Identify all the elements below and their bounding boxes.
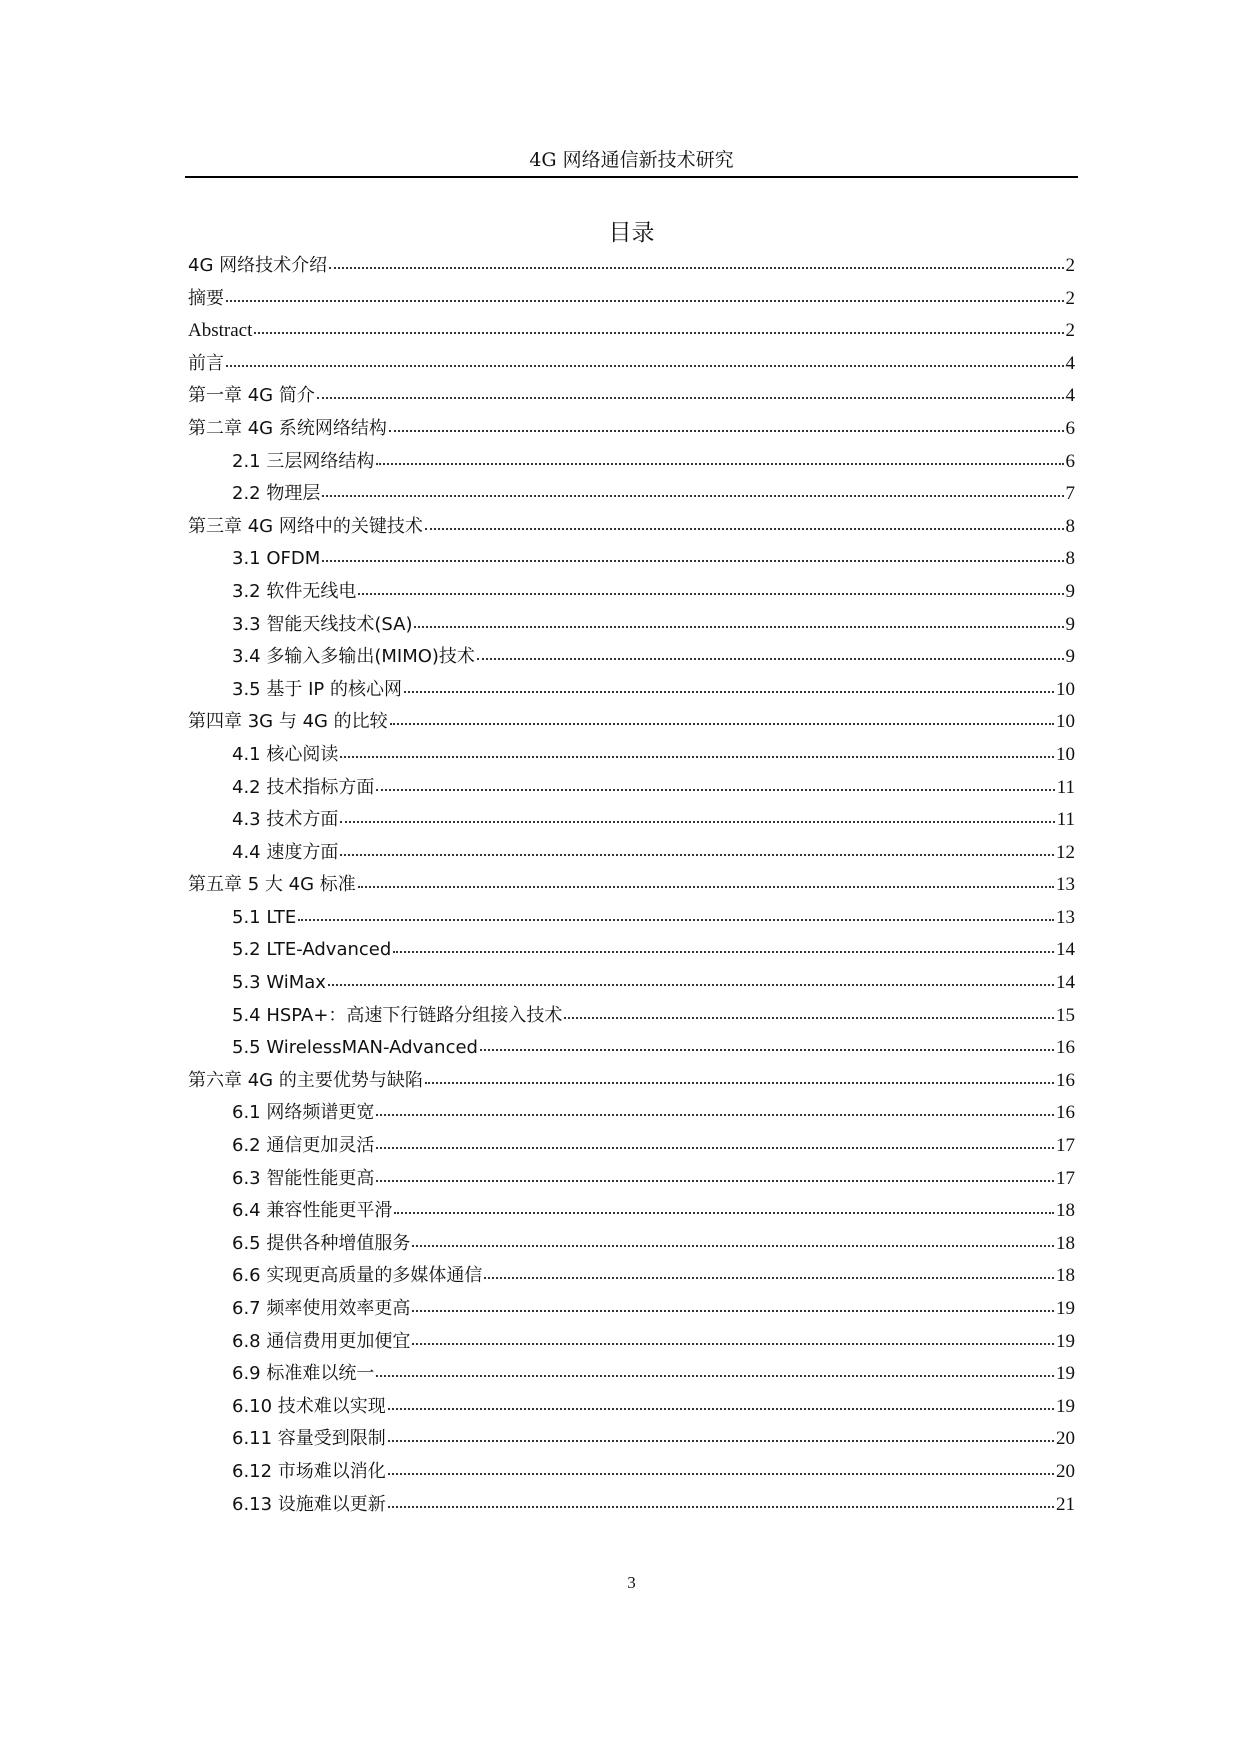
- toc-entry[interactable]: [188, 837, 1075, 870]
- toc-entry-page-number: 16: [1056, 1102, 1075, 1124]
- toc-entry-label: 3.3 智能天线技术(SA): [232, 613, 413, 635]
- toc-entry-page-number: 18: [1056, 1200, 1075, 1222]
- toc-dot-leader: [358, 592, 1063, 595]
- toc-entry-label: 3.4 多输入多输出(MIMO)技术: [232, 646, 475, 668]
- toc-entry-label: 6.2 通信更加灵活: [232, 1135, 375, 1157]
- toc-entry-label: 4.2 技术指标方面: [232, 776, 375, 798]
- toc-entry-label: 6.1 网络频谱更宽: [232, 1102, 375, 1124]
- toc-entry[interactable]: [188, 1130, 1075, 1163]
- toc-entry[interactable]: [188, 1391, 1075, 1424]
- toc-entry[interactable]: [188, 934, 1075, 967]
- toc-dot-leader: [226, 364, 1064, 367]
- toc-entry[interactable]: [188, 543, 1075, 576]
- toc-entry-label: 6.12 市场难以消化: [232, 1460, 386, 1482]
- toc-entry-label: 第五章 5 大 4G 标准: [188, 874, 356, 896]
- header-divider: [185, 176, 1078, 178]
- toc-entry[interactable]: [188, 1065, 1075, 1098]
- toc-dot-leader: [376, 1374, 1054, 1377]
- toc-entry-page-number: 18: [1056, 1265, 1075, 1287]
- toc-entry-page-number: 10: [1056, 678, 1075, 700]
- toc-entry-label: 4.3 技术方面: [232, 809, 339, 831]
- toc-entry-label: 3.2 软件无线电: [232, 580, 357, 602]
- toc-entry[interactable]: [188, 380, 1075, 413]
- toc-entry-page-number: 8: [1065, 515, 1075, 537]
- toc-dot-leader: [340, 853, 1054, 856]
- toc-entry[interactable]: [188, 511, 1075, 544]
- toc-dot-leader: [388, 1407, 1054, 1410]
- toc-entry[interactable]: [188, 348, 1075, 381]
- toc-entry[interactable]: [188, 902, 1075, 935]
- toc-entry-label: 5.2 LTE-Advanced: [232, 939, 392, 961]
- toc-entry-label: 第三章 4G 网络中的关键技术: [188, 515, 423, 537]
- toc-entry-label: 6.5 提供各种增值服务: [232, 1232, 411, 1254]
- toc-entry[interactable]: [188, 1097, 1075, 1130]
- toc-entry-label: 6.6 实现更高质量的多媒体通信: [232, 1265, 483, 1287]
- toc-entry-label: 第六章 4G 的主要优势与缺陷: [188, 1069, 423, 1091]
- toc-entry-label: 4.1 核心阅读: [232, 743, 339, 765]
- toc-dot-leader: [317, 396, 1064, 399]
- running-header: 4G 网络通信新技术研究: [529, 149, 734, 171]
- toc-dot-leader: [254, 331, 1063, 334]
- toc-entry-page-number: 10: [1056, 711, 1075, 733]
- toc-entry[interactable]: [188, 1456, 1075, 1489]
- toc-entry-label: 5.1 LTE: [232, 906, 297, 928]
- toc-entry[interactable]: [188, 1260, 1075, 1293]
- toc-entry[interactable]: [188, 315, 1075, 348]
- toc-entry-page-number: 4: [1065, 385, 1075, 407]
- toc-entry-label: 6.3 智能性能更高: [232, 1167, 375, 1189]
- toc-entry-page-number: 2: [1065, 320, 1075, 342]
- toc-entry-page-number: 20: [1056, 1428, 1075, 1450]
- toc-dot-leader: [226, 299, 1064, 302]
- toc-entry[interactable]: [188, 1326, 1075, 1359]
- toc-entry-label: 4G 网络技术介绍: [188, 255, 328, 276]
- toc-entry[interactable]: [188, 1293, 1075, 1326]
- toc-entry[interactable]: [188, 478, 1075, 511]
- toc-dot-leader: [425, 1081, 1054, 1084]
- toc-entry-page-number: 9: [1065, 646, 1075, 668]
- toc-dot-leader: [404, 690, 1054, 693]
- table-of-contents: [188, 250, 1075, 1521]
- toc-entry-page-number: 19: [1056, 1298, 1075, 1319]
- toc-entry-page-number: 4: [1065, 352, 1075, 374]
- toc-dot-leader: [412, 1342, 1054, 1345]
- toc-entry-label: 6.9 标准难以统一: [232, 1363, 375, 1385]
- toc-entry-label: 2.1 三层网络结构: [232, 450, 375, 472]
- toc-entry[interactable]: [188, 674, 1075, 707]
- toc-dot-leader: [414, 625, 1063, 628]
- toc-entry[interactable]: [188, 739, 1075, 772]
- toc-entry[interactable]: [188, 641, 1075, 674]
- toc-dot-leader: [376, 1146, 1054, 1149]
- toc-entry-page-number: 9: [1065, 580, 1075, 602]
- toc-entry[interactable]: [188, 576, 1075, 609]
- toc-dot-leader: [376, 462, 1063, 465]
- toc-entry-label: 6.11 容量受到限制: [232, 1428, 386, 1450]
- toc-entry-page-number: 19: [1056, 1363, 1075, 1385]
- toc-dot-leader: [358, 885, 1054, 888]
- toc-dot-leader: [376, 1113, 1054, 1116]
- toc-title: 目录: [608, 220, 655, 246]
- toc-entry-page-number: 9: [1065, 613, 1075, 635]
- toc-entry[interactable]: [188, 446, 1075, 479]
- toc-entry-label: 3.5 基于 IP 的核心网: [232, 678, 402, 700]
- toc-entry-page-number: 10: [1056, 743, 1075, 765]
- toc-entry[interactable]: [188, 283, 1075, 316]
- toc-entry-label: Abstract: [188, 320, 253, 342]
- toc-entry-label: 6.13 设施难以更新: [232, 1493, 386, 1515]
- toc-entry-page-number: 7: [1065, 483, 1075, 505]
- toc-entry-page-number: 17: [1056, 1167, 1075, 1189]
- toc-entry[interactable]: [188, 1228, 1075, 1261]
- toc-dot-leader: [388, 1472, 1054, 1475]
- toc-dot-leader: [329, 266, 1063, 269]
- toc-entry-page-number: 21: [1056, 1493, 1075, 1515]
- toc-entry-page-number: 16: [1056, 1037, 1075, 1059]
- toc-entry-page-number: 12: [1056, 841, 1075, 863]
- toc-dot-leader: [376, 1179, 1054, 1182]
- toc-dot-leader: [484, 1276, 1054, 1279]
- toc-entry[interactable]: [188, 1489, 1075, 1522]
- toc-dot-leader: [340, 820, 1054, 823]
- toc-dot-leader: [388, 1439, 1054, 1442]
- toc-entry-label: 6.7 频率使用效率更高: [232, 1298, 411, 1319]
- toc-entry-page-number: 13: [1056, 874, 1075, 896]
- toc-entry-label: 3.1 OFDM: [232, 548, 321, 570]
- toc-entry-label: 5.3 WiMax: [232, 972, 326, 994]
- toc-entry-label: 第二章 4G 系统网络结构: [188, 417, 387, 439]
- toc-entry[interactable]: [188, 804, 1075, 837]
- toc-entry-label: 第一章 4G 简介: [188, 385, 315, 407]
- toc-entry-page-number: 2: [1065, 255, 1075, 276]
- toc-dot-leader: [394, 1211, 1054, 1214]
- toc-entry[interactable]: [188, 1195, 1075, 1228]
- toc-dot-leader: [412, 1309, 1054, 1312]
- toc-entry-page-number: 20: [1056, 1460, 1075, 1482]
- toc-entry-label: 4.4 速度方面: [232, 841, 339, 863]
- toc-entry[interactable]: [188, 250, 1075, 283]
- toc-dot-leader: [393, 950, 1054, 953]
- toc-dot-leader: [322, 494, 1063, 497]
- toc-entry-page-number: 16: [1056, 1069, 1075, 1091]
- toc-entry-page-number: 8: [1065, 548, 1075, 570]
- toc-dot-leader: [388, 1505, 1054, 1508]
- toc-entry[interactable]: [188, 609, 1075, 642]
- toc-entry-page-number: 11: [1056, 776, 1075, 798]
- toc-entry-page-number: 18: [1056, 1232, 1075, 1254]
- toc-entry[interactable]: [188, 1423, 1075, 1456]
- toc-entry[interactable]: [188, 1032, 1075, 1065]
- toc-entry-page-number: 6: [1065, 450, 1075, 472]
- toc-entry[interactable]: [188, 706, 1075, 739]
- toc-entry[interactable]: [188, 1358, 1075, 1391]
- toc-entry-page-number: 17: [1056, 1135, 1075, 1157]
- toc-entry-page-number: 19: [1056, 1395, 1075, 1417]
- toc-entry-page-number: 11: [1056, 809, 1075, 831]
- toc-entry-label: 前言: [188, 352, 224, 374]
- toc-entry[interactable]: [188, 1163, 1075, 1196]
- toc-entry-label: 6.10 技术难以实现: [232, 1395, 386, 1417]
- toc-entry-page-number: 19: [1056, 1330, 1075, 1352]
- toc-entry-label: 2.2 物理层: [232, 483, 321, 505]
- toc-entry-label: 6.8 通信费用更加便宜: [232, 1330, 411, 1352]
- page-number: 3: [627, 1573, 636, 1592]
- toc-dot-leader: [412, 1244, 1054, 1247]
- toc-entry[interactable]: [188, 1000, 1075, 1033]
- toc-dot-leader: [564, 1016, 1054, 1019]
- toc-entry[interactable]: [188, 413, 1075, 446]
- toc-dot-leader: [376, 788, 1054, 791]
- toc-entry[interactable]: [188, 869, 1075, 902]
- toc-entry[interactable]: [188, 967, 1075, 1000]
- toc-entry-page-number: 14: [1056, 972, 1075, 994]
- toc-dot-leader: [389, 429, 1064, 432]
- toc-entry-page-number: 6: [1065, 417, 1075, 439]
- toc-dot-leader: [298, 918, 1054, 921]
- toc-dot-leader: [328, 983, 1054, 986]
- toc-entry-label: 第四章 3G 与 4G 的比较: [188, 711, 388, 733]
- toc-entry-label: 6.4 兼容性能更平滑: [232, 1200, 393, 1222]
- toc-dot-leader: [390, 722, 1054, 725]
- toc-dot-leader: [322, 559, 1063, 562]
- toc-entry[interactable]: [188, 772, 1075, 805]
- toc-entry-page-number: 15: [1056, 1004, 1075, 1026]
- toc-entry-page-number: 14: [1056, 939, 1075, 961]
- toc-entry-page-number: 2: [1065, 287, 1075, 309]
- toc-dot-leader: [477, 657, 1064, 660]
- toc-entry-page-number: 13: [1056, 906, 1075, 928]
- toc-dot-leader: [340, 755, 1054, 758]
- toc-dot-leader: [480, 1048, 1054, 1051]
- toc-entry-label: 5.5 WirelessMAN-Advanced: [232, 1037, 478, 1059]
- toc-dot-leader: [425, 527, 1064, 530]
- toc-entry-label: 5.4 HSPA+：高速下行链路分组接入技术: [232, 1004, 563, 1026]
- toc-entry-label: 摘要: [188, 287, 224, 309]
